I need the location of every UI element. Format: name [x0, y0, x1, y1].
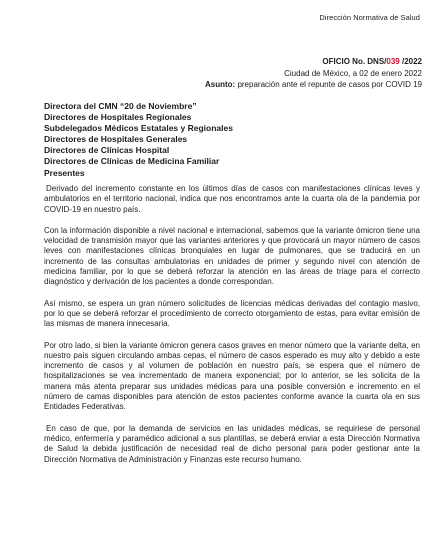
- subject-text: preparación ante el repunte de casos por COVID 19: [235, 80, 422, 89]
- recipient-line: Subdelegados Médicos Estatales y Regionales: [44, 123, 233, 134]
- body-paragraph: Así mismo, se espera un gran número solicitudes de licencias médicas derivadas del contagio masivo, por lo que se deberá reforzar el procedimiento de correcto otorgamiento de estas, para evitar emisión de las mismas de manera innecesaria.: [44, 298, 420, 329]
- recipient-line: Directores de Hospitales Regionales: [44, 112, 192, 123]
- body-paragraph: En caso de que, por la demanda de servicios en las unidades médicas, se requiriese de personal médico, enfermería y paramédico adicional a sus plantillas, se deberá enviar a esta Dirección Normativa de Salud la debida justificación de necesidad real de dicho personal para poder gestionar ante la Dirección Normativa de Administración y Finanzas este recurso humano.: [44, 423, 420, 464]
- subject-label: Asunto:: [205, 80, 236, 89]
- recipients-block: [44, 101, 233, 179]
- recipient-line: Directores de Clínicas de Medicina Familiar: [44, 156, 220, 167]
- office-block: [205, 56, 422, 91]
- letter-body: [44, 184, 420, 476]
- department-header: Dirección Normativa de Salud: [319, 13, 420, 22]
- place-date: Ciudad de México, a 02 de enero 2022: [284, 68, 422, 78]
- recipient-line: Directora del CMN “20 de Noviembre”: [44, 101, 197, 111]
- office-number-prefix: OFICIO No. DNS/: [322, 57, 387, 66]
- office-number-suffix: /2022: [399, 57, 422, 66]
- body-paragraph: Con la información disponible a nivel nacional e internacional, sabemos que la variante ómicron tiene una velocidad de transmisión mayor que las variantes anteriores y que provocará un mayor número de casos leves con manifestaciones clínicas bronquiales en lugar de pulmonares, que se traducirá en un incremento de las consultas ambulatorias en unidades de primer y segundo nivel con atención de medicina familiar, por lo que se deberá reforzar la atención en las áreas de triage para el correcto diagnóstico y derivación de los pacientes a donde correspondan.: [44, 225, 420, 287]
- body-paragraph: Por otro lado, si bien la variante ómicron genera casos graves en menor número que la variante delta, en nuestro país siguen circulando ambas cepas, el número de casos esperado es muy alto y debido a este incremento de casos y al volumen de población en nuestro país, se espera que el número de hospitalizaciones se vea incrementado de manera exponencial; por lo anterior, se les solicita de la manera más atenta preparar sus unidades médicas para una posible conversión e incremento en el número de camas disponibles para atención de estos pacientes conforme avance la cuarta ola en sus Entidades Federativas.: [44, 340, 420, 412]
- office-number: [205, 56, 422, 68]
- recipient-line: Directores de Hospitales Generales: [44, 134, 188, 145]
- body-paragraph: Derivado del incremento constante en los últimos días de casos con manifestaciones clínicas leves y ambulatorios en el territorio nacional, indica que nos encontramos ante la cuarta ola de la pandemia por COVID-19 en nuestro país.: [44, 184, 420, 214]
- subject-line: [205, 79, 422, 91]
- office-number-red: 039: [386, 57, 400, 66]
- recipient-line: Presentes: [44, 167, 85, 178]
- recipient-line: Directores de Clínicas Hospital: [44, 145, 170, 156]
